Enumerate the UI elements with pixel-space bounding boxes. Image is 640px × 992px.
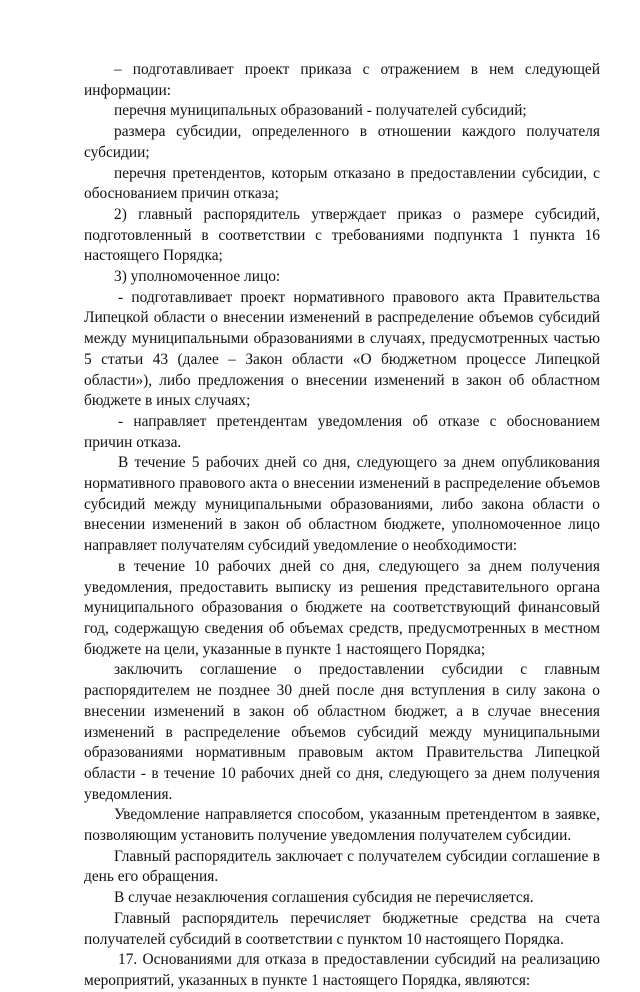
paragraph-no-agreement: В случае незаключения соглашения субсидия не перечисляется. [114, 889, 534, 907]
paragraph-subsidy-size: размера субсидии, определенного в отношении каждого получателя субсидии; [84, 123, 600, 161]
paragraph-list-municipalities: перечня муниципальных образований - получателей субсидий; [114, 102, 527, 120]
paragraph-within-10-days: в течение 10 рабочих дней со дня, следующего за днем получения уведомления, предоставить выписку из решения представительного органа муниципального образования о бюджете на соответствующий финансовый год, содержащую сведения об объемах средств, предусмотренных в местном бюджете на цели, указанные в пункте 1 настоящего Порядка; [84, 557, 600, 658]
paragraph-item-3: 3) уполномоченное лицо: [114, 268, 281, 286]
document-body [84, 60, 600, 992]
paragraph-refused-applicants: перечня претендентов, которым отказано в предоставлении субсидии, с обоснованием причин отказа; [84, 164, 600, 203]
paragraph-sends-refusal: - направляет претендентам уведомления об отказе с обоснованием причин отказа. [84, 412, 600, 451]
paragraph-item-17: 17. Основаниями для отказа в предоставлении субсидий на реализацию мероприятий, указанных в пункте 1 настоящего Порядка, являются: [84, 951, 600, 989]
paragraph-within-5-days: В течение 5 рабочих дней со дня, следующего за днем опубликования нормативного правового акта о внесении изменений в распределение объемов субсидий между муниципальными образованиями, либо закона области о внесении изменений в закон об областном бюджете, уполномоченное лицо направляет получателям субсидий уведомление о необходимости: [84, 454, 600, 555]
paragraph-prepares-order: – подготавливает проект приказа с отражением в нем следующей информации: [84, 61, 600, 99]
paragraph-conclude-agreement: заключить соглашение о предоставлении субсидии с главным распорядителем не позднее 30 дней после дня вступления в силу закона о внесении изменений в закон об областном бюджет, а в случае внесения изменений в распределение объемов субсидий между муниципальными образованиями нормативным правовым актом Правительства Липецкой области - в течение 10 рабочих дней со дня, следующего за днем получения уведомления. [84, 661, 600, 803]
paragraph-agreement-on-request: Главный распорядитель заключает с получателем субсидии соглашение в день его обращения. [84, 847, 600, 886]
paragraph-item-2: 2) главный распорядитель утверждает приказ о размере субсидий, подготовленный в соответствии с требованиями подпункта 1 пункта 16 настоящего Порядка; [84, 205, 600, 265]
paragraph-prepares-draft-act: - подготавливает проект нормативного правового акта Правительства Липецкой области о внесении изменений в распределение объемов субсидий между муниципальными образованиями в случаях, предусмотренных частью 5 статьи 43 (далее – Закон области «О бюджетном процессе Липецкой области»), либо предложения о внесении изменений в закон об областном бюджете в иных случаях; [84, 288, 600, 410]
paragraph-notification-method: Уведомление направляется способом, указанным претендентом в заявке, позволяющим установить получение уведомления получателем субсидии. [84, 806, 600, 845]
paragraph-transfer-funds: Главный распорядитель перечисляет бюджетные средства на счета получателей субсидий в соответствии с пунктом 10 настоящего Порядка. [84, 909, 600, 948]
